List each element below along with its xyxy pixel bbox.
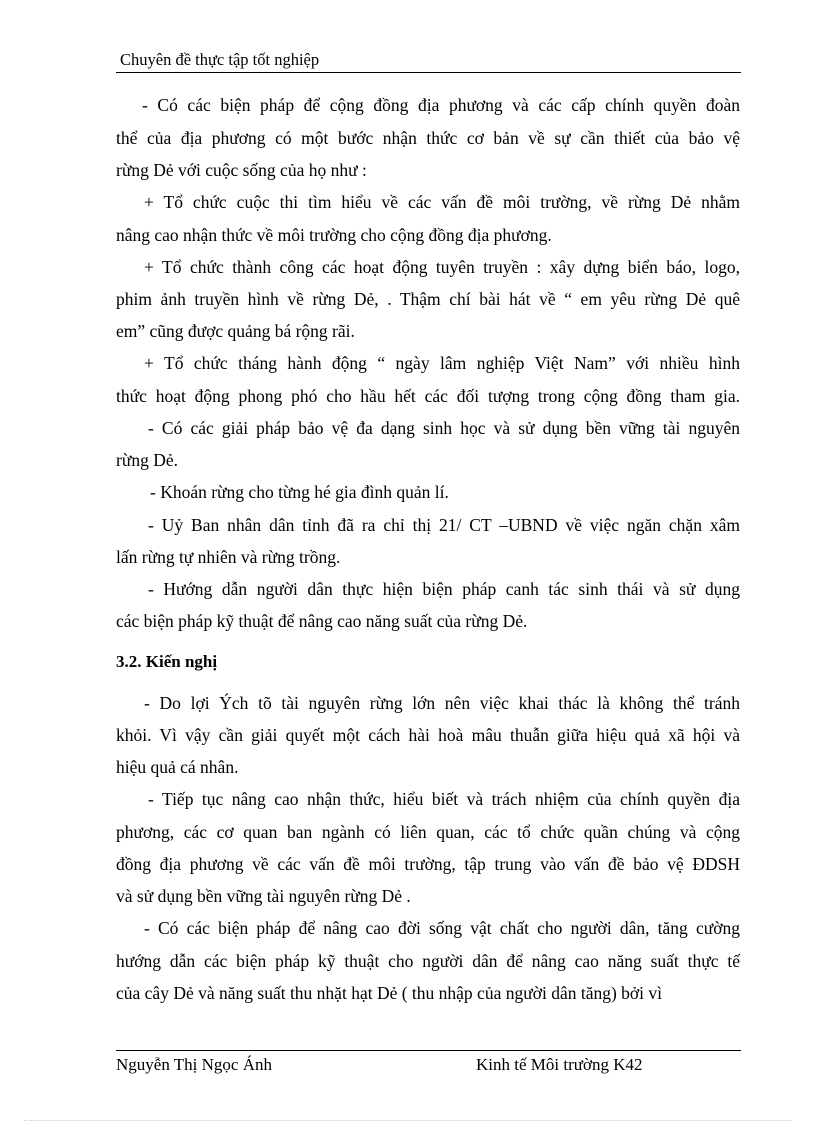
page-edge-divider	[24, 1120, 792, 1121]
body-line: - Do lợi Ých tõ tài nguyên rừng lớn nên việc khai thác là không thể tránh	[144, 693, 740, 713]
body-line: lấn rừng tự nhiên và rừng trồng.	[116, 547, 341, 567]
body-line: các biện pháp kỹ thuật để nâng cao năng suất của rừng Dẻ.	[116, 611, 528, 631]
body-line: + Tổ chức thành công các hoạt động tuyên truyền : xây dựng biển báo, logo,	[144, 257, 740, 277]
body-line: rừng Dẻ.	[116, 450, 178, 470]
body-line: - Khoán rừng cho từng hé gia đình quản lí.	[150, 482, 449, 502]
body-line: hiệu quả cá nhân.	[116, 757, 239, 777]
footer-author: Nguyễn Thị Ngọc Ánh	[116, 1055, 272, 1074]
body-line: - Tiếp tục nâng cao nhận thức, hiểu biết và trách nhiệm của chính quyền địa	[148, 789, 740, 809]
body-line: em” cũng được quảng bá rộng rãi.	[116, 321, 355, 341]
body-line: - Có các giải pháp bảo vệ đa dạng sinh học và sử dụng bền vững tài nguyên	[148, 418, 740, 438]
body-line: thể của địa phương có một bước nhận thức cơ bản về sự cần thiết của bảo vệ	[116, 128, 740, 148]
body-line: phương, các cơ quan ban ngành có liên quan, các tổ chức quần chúng và cộng	[116, 822, 740, 842]
body-line: đồng địa phương về các vấn đề môi trường, tập trung vào vấn đề bảo vệ ĐDSH	[116, 854, 740, 874]
body-line: thức hoạt động phong phó cho hầu hết các đối tượng trong cộng đồng tham gia.	[116, 386, 740, 406]
page-header	[116, 50, 741, 73]
body-line: + Tổ chức cuộc thi tìm hiểu về các vấn đề môi trường, về rừng Dẻ nhằm	[144, 192, 740, 212]
body-line: + Tổ chức tháng hành động “ ngày lâm nghiệp Việt Nam” với nhiều hình	[144, 353, 740, 373]
body-line: rừng Dẻ với cuộc sống của họ như :	[116, 160, 367, 180]
body-line: nâng cao nhận thức về môi trường cho cộng đồng địa phương.	[116, 225, 552, 245]
body-line: khỏi. Vì vậy cần giải quyết một cách hài hoà mâu thuẫn giữa hiệu quả xã hội và	[116, 725, 740, 745]
footer-class: Kinh tế Môi trường K42	[476, 1055, 643, 1074]
section-heading: 3.2. Kiến nghị	[116, 652, 218, 671]
body-line: - Uỷ Ban nhân dân tỉnh đã ra chỉ thị 21/ CT –UBND về việc ngăn chặn xâm	[148, 515, 740, 535]
body-line: - Có các biện pháp để nâng cao đời sống vật chất cho người dân, tăng cường	[144, 918, 740, 938]
body-line: - Hướng dẫn người dân thực hiện biện pháp canh tác sinh thái và sử dụng	[148, 579, 740, 599]
body-line: - Có các biện pháp để cộng đồng địa phương và các cấp chính quyền đoàn	[142, 95, 740, 115]
header-title: Chuyên đề thực tập tốt nghiệp	[120, 50, 320, 69]
footer-divider	[116, 1050, 741, 1051]
body-line: hướng dẫn các biện pháp kỹ thuật cho người dân để nâng cao năng suất thực tế	[116, 951, 740, 971]
body-line: phim ảnh truyền hình về rừng Dẻ, . Thậm chí bài hát về “ em yêu rừng Dẻ quê	[116, 289, 740, 309]
body-line: và sử dụng bền vững tài nguyên rừng Dẻ .	[116, 886, 411, 906]
body-line: của cây Dẻ và năng suất thu nhặt hạt Dẻ ( thu nhập của người dân tăng) bởi vì	[116, 983, 663, 1003]
